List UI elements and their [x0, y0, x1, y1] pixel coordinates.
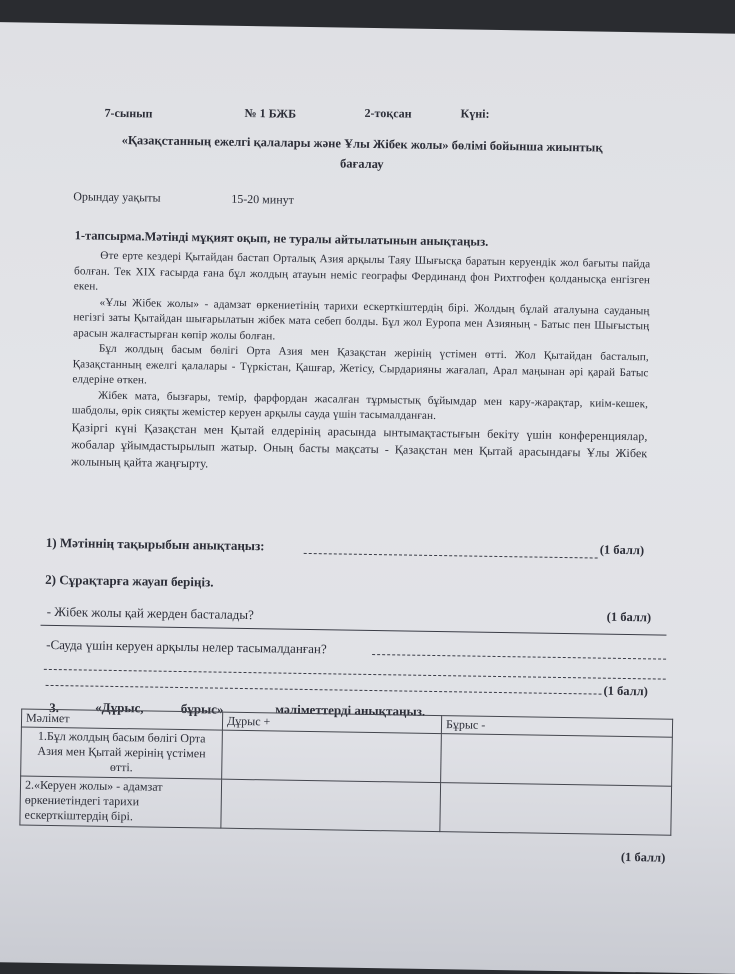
score-q1: (1 балл) — [599, 542, 645, 558]
worksheet-title — [82, 129, 643, 178]
question-2a: - Жібек жолы қай жерден басталады? — [46, 603, 254, 623]
question-3-instruction: мәліметтерді анықтаңыз. — [275, 701, 426, 719]
paragraph-4: Жібек мата, бызғары, темір, фарфордан жасалған тұрмыстық бұйымдар мен кару-жарақтар, киім-кешек, шабдолы, өрік сияқты жемістер керуен арқылы сауда үшін тасымалданған. — [71, 389, 649, 422]
answer-cell-true-1[interactable] — [222, 730, 442, 782]
score-q2a: (1 балл) — [606, 609, 652, 625]
date-label: Күні: — [460, 106, 490, 121]
statement-2: 2.«Керуен жолы» - адамзат өркениетіндегі тарихи ескерткіштердің бірі. — [20, 776, 222, 828]
paragraph-1: Өте ерте кездері Қытайдан бастап Орталық Азия арқылы Таяу Шығысқа баратын керуендік жол бағыты пайда болған. Тек XIX ғасырда ғана бұл жолдың атауын неміс географы Фердинанд фон Рихтгофен қолданысқа енгізген екен. — [73, 249, 651, 293]
true-false-table — [19, 709, 673, 836]
col-header-false: Бұрыс - — [441, 716, 672, 738]
question-2b: -Сауда үшін керуен арқылы нелер тасымалданған? — [46, 636, 327, 657]
answer-line-q2b-3[interactable] — [46, 685, 602, 695]
statement-1: 1.Бұл жолдың басым бөлігі Орта Азия мен Қытай жерінің үстімен өтті. — [21, 727, 223, 779]
question-1: 1) Мәтіннің тақырыбын анықтаңыз: — [45, 534, 265, 554]
time-label: Орындау уақыты — [73, 189, 161, 205]
reading-text — [71, 248, 650, 479]
answer-line-q2a[interactable] — [41, 625, 667, 636]
score-q2b: (1 балл) — [603, 683, 649, 699]
question-2-heading: 2) Сұрақтарға жауап беріңіз. — [45, 571, 214, 590]
quarter-label: 2-тоқсан — [364, 105, 412, 121]
answer-cell-false-2[interactable] — [440, 783, 672, 836]
assessment-number: № 1 БЖБ — [244, 105, 297, 121]
answer-line-q1[interactable] — [304, 553, 598, 559]
title-line-2: бағалау — [339, 156, 384, 172]
score-q3: (1 балл) — [620, 849, 666, 865]
answer-cell-false-1[interactable] — [441, 734, 673, 787]
col-header-fact: Мәлімет — [21, 709, 222, 730]
paragraph-3: Бұл жолдың басым бөлігі Орта Азия мен Қазақстан жерінің үстімен өтті. Жол Қытайдан басталып, Қазақстанның ежелгі қалалары - Түркістан, Қашғар, Жетісу, Сырдарияны жағалап, Арал маңынан әрі қарай Батыс елдеріне өткен. — [72, 342, 649, 387]
col-header-true: Дұрыс + — [222, 712, 441, 733]
task1-heading: 1-тапсырма.Мәтінді мұқият оқып, не туралы айтылатынын анықтаңыз. — [74, 228, 489, 249]
paragraph-2: «Ұлы Жібек жолы» - адамзат өркениетінің тарихи ескерткіштердің бірі. Жолдың бұлай аталуына сауданың негізгі заты Қытайдан шығарылатын жібек мата себеп болды. Бұл жол Еуропа мен Азияның - Батыс пен Шығыстың арасын жалғастырған көпір жолы болған. — [73, 296, 650, 342]
paragraph-5: Қазіргі күні Қазақстан мен Қытай елдерінің арасында ынтымақтастығын бекіту үшін конференциялар, жобалар ұйымдастырылып жатыр. Оның басты мақсаты - Қазақстан мен Қытай арасындағы Ұлы Жібек жолының қайта жаңғырту. — [71, 419, 648, 470]
class-label: 7-сынып — [104, 105, 153, 121]
table-row — [20, 776, 672, 835]
time-value: 15-20 минут — [231, 191, 295, 207]
worksheet-paper — [0, 22, 735, 974]
question-3-number: 3. — [49, 699, 60, 716]
question-3-title: «Дұрыс, бұрыс» — [95, 699, 224, 717]
title-line-1: «Қазақстанның ежелгі қалалары және Ұлы Жібек жолы» бөлімі бойынша жиынтық — [121, 133, 603, 155]
answer-line-q2b-1[interactable] — [372, 654, 666, 660]
answer-line-q2b-2[interactable] — [44, 669, 666, 680]
answer-cell-true-2[interactable] — [221, 779, 441, 831]
